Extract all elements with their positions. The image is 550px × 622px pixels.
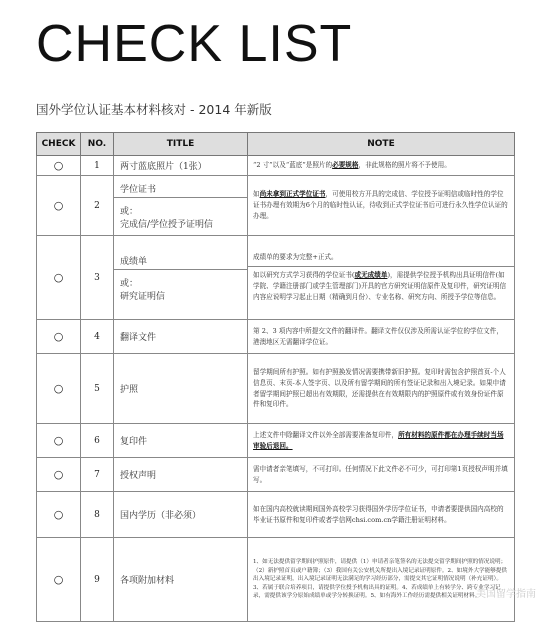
row-number: 5 [81,354,114,424]
row-title: 两寸蓝底照片（1张） [114,156,248,176]
row-note: 1、如无法提供留学期间护照原件，请提供（1）申请者亲笔签名的无法提交留学期间护照的情况说明；（2）新护照首页或户籍簿；（3）我国有关公安机关所提出入境记录证明原件。2、如境外大学能够提供出入境记录证明，出入境记录证明无法满足的学习经历部分，需提交其它证明情况说明（补充证明）。3、若属于联合培养项目，请提供学位授予机构出具的证明。4、若成绩单上有转学分、跨专业学习记录，需提供该学分原始成绩单或学分转换证明。5、如有海外工作经历需提供相关证明材料。 [248,538,515,622]
check-circle[interactable]: ○ [37,156,81,176]
checklist-table [36,132,515,622]
row-note: 需申请者亲笔填写，不可打印。任何情况下此文件必不可少，可打印第1页授权声明并填写。 [248,458,515,492]
row-title: 护照 [114,354,248,424]
row-number: 3 [81,236,114,320]
row-title [114,236,248,320]
row-note: 第 2、3 项内容中所提交文件的翻译件。翻译文件仅仅涉及所需认证学位的学位文件，港澳地区无需翻译学位证。 [248,320,515,354]
check-circle[interactable]: ○ [37,538,81,622]
row-title: 国内学历（非必须） [114,492,248,538]
row-title-top: 成绩单 [114,254,247,270]
table-header-row [37,133,515,156]
check-circle[interactable]: ○ [37,492,81,538]
table-row [37,538,515,622]
row-title: 翻译文件 [114,320,248,354]
check-circle[interactable]: ○ [37,236,81,320]
check-circle[interactable]: ○ [37,424,81,458]
row-note-bottom: 如以研究方式学习获得的学位证书(或无成绩单)，需提供学位授予机构出具证明信件(如学院、学籍注册部门或学生管理部门)开具的官方研究证明信原件及复印件，研究证明信内容应说明学习起止日期（精确到月份）、专业名称、研究方向、所授予学位等信息。 [253,271,507,301]
row-number: 1 [81,156,114,176]
column-header-no: NO. [81,133,114,156]
row-title-top: 学位证书 [114,182,247,198]
row-number: 7 [81,458,114,492]
row-title: 各项附加材料 [114,538,248,622]
watermark: 美国留学指南 [476,589,536,600]
table-row [37,492,515,538]
column-header-check: CHECK [37,133,81,156]
row-number: 8 [81,492,114,538]
row-note-top: 成绩单的要求为完整+正式。 [248,252,514,267]
row-note [248,236,515,320]
table-row [37,424,515,458]
row-note: “2 寸”以及“蓝底”是照片的必要规格，非此规格的照片将不予使用。 [248,156,515,176]
check-circle[interactable]: ○ [37,176,81,236]
row-note: 上述文件中除翻译文件以外全部需要准备复印件，所有材料的原件都在办理手续时当场审验后退回。 [248,424,515,458]
table-row [37,156,515,176]
row-title [114,176,248,236]
check-circle[interactable]: ○ [37,458,81,492]
row-note: 如在国内高校就读期间国外高校学习获得国外学历学位证书，申请者要提供国内高校的毕业证书原件和复印件或者学信网chsi.com.cn学籍注册证明材料。 [248,492,515,538]
row-number: 4 [81,320,114,354]
page-subtitle: 国外学位认证基本材料核对 - 2014 年新版 [36,102,272,117]
row-number: 9 [81,538,114,622]
row-title: 复印件 [114,424,248,458]
table-row [37,320,515,354]
row-number: 2 [81,176,114,236]
table-row [37,354,515,424]
check-circle[interactable]: ○ [37,354,81,424]
row-title-bottom: 或： 研究证明信 [120,278,166,302]
check-circle[interactable]: ○ [37,320,81,354]
row-note: 如尚未拿到正式学位证书，可使用校方开具的完成信、学位授予证明信或临时性的学位证书办理有效期为6个月的临时性认证，待收到正式学位证书后可进行永久性学位认证的办理。 [248,176,515,236]
row-title: 授权声明 [114,458,248,492]
page-title: CHECK LIST [36,15,353,73]
row-title-bottom: 或： 完成信/学位授予证明信 [120,206,214,230]
column-header-title: TITLE [114,133,248,156]
row-number: 6 [81,424,114,458]
table-row [37,458,515,492]
column-header-note: NOTE [248,133,515,156]
table-row [37,176,515,236]
table-row [37,236,515,320]
row-note: 留学期间所有护照。如有护照换发情况需要携带新旧护照。复印时需包含护照首页-个人信息页、末页-本人签字页、以及所有留学期间的所有签证记录和出入境记录。如果申请者留学期间护照已超出有效期限，还需提供在有效期限内的护照原件或有效身份证件原件和复印件。 [248,354,515,424]
